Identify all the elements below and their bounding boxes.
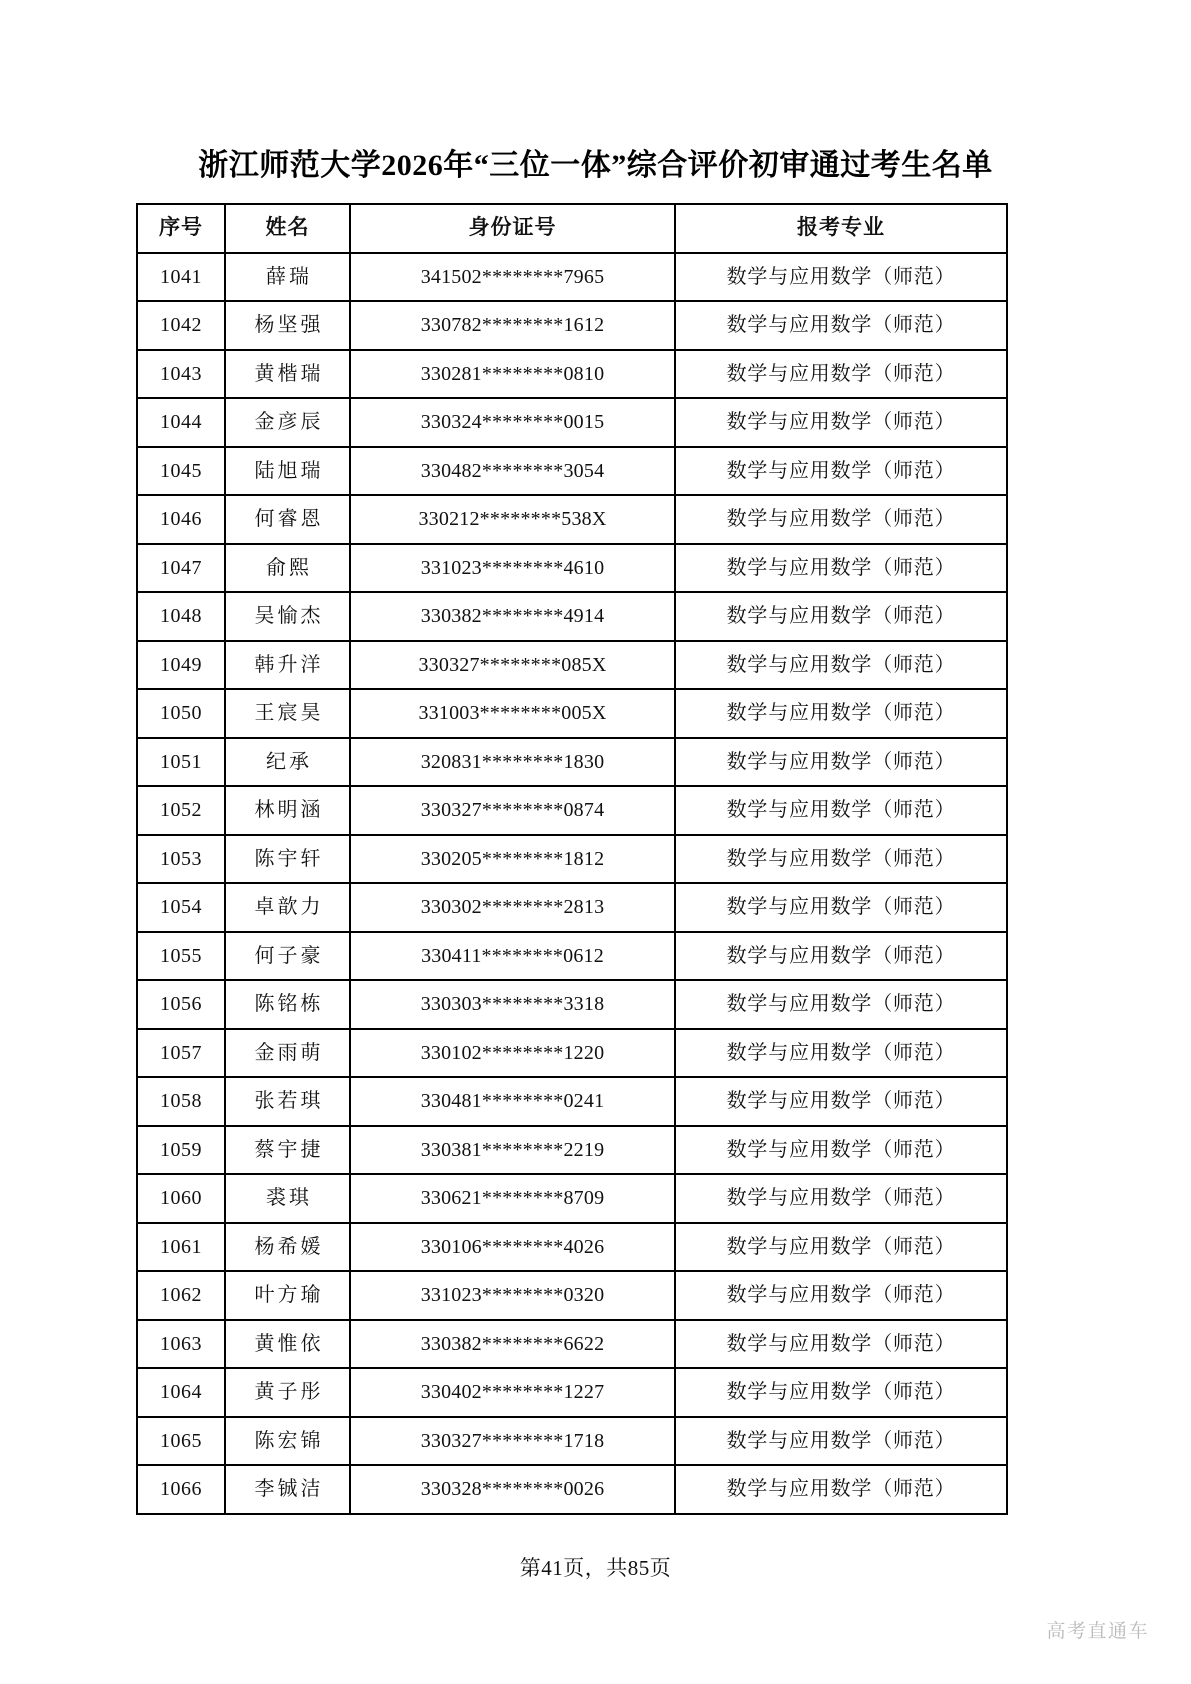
table-row — [137, 1320, 1007, 1369]
candidate-id-number: 330327********1718 — [350, 1417, 675, 1466]
candidate-major: 数学与应用数学（师范） — [675, 932, 1007, 981]
candidate-id-number: 330212********538X — [350, 495, 675, 544]
candidate-name: 纪承 — [225, 738, 350, 787]
candidate-id-number: 330382********6622 — [350, 1320, 675, 1369]
table-row — [137, 1126, 1007, 1175]
candidate-seq: 1049 — [137, 641, 225, 690]
candidate-seq: 1066 — [137, 1465, 225, 1514]
candidate-id-number: 330327********085X — [350, 641, 675, 690]
candidate-major: 数学与应用数学（师范） — [675, 495, 1007, 544]
candidate-seq: 1059 — [137, 1126, 225, 1175]
candidate-name: 韩升洋 — [225, 641, 350, 690]
candidate-id-number: 330328********0026 — [350, 1465, 675, 1514]
table-row — [137, 398, 1007, 447]
table-row — [137, 1029, 1007, 1078]
candidate-seq: 1044 — [137, 398, 225, 447]
table-row — [137, 1368, 1007, 1417]
table-row — [137, 835, 1007, 884]
candidate-name: 李铖洁 — [225, 1465, 350, 1514]
candidate-seq: 1043 — [137, 350, 225, 399]
candidate-id-number: 330411********0612 — [350, 932, 675, 981]
candidate-major: 数学与应用数学（师范） — [675, 641, 1007, 690]
candidate-name: 吴愉杰 — [225, 592, 350, 641]
candidate-name: 陈铭栋 — [225, 980, 350, 1029]
table-row — [137, 786, 1007, 835]
candidate-id-number: 330281********0810 — [350, 350, 675, 399]
candidate-id-number: 330402********1227 — [350, 1368, 675, 1417]
candidate-seq: 1064 — [137, 1368, 225, 1417]
candidate-seq: 1060 — [137, 1174, 225, 1223]
candidate-major: 数学与应用数学（师范） — [675, 592, 1007, 641]
candidate-major: 数学与应用数学（师范） — [675, 350, 1007, 399]
candidate-major: 数学与应用数学（师范） — [675, 1126, 1007, 1175]
candidate-name: 杨坚强 — [225, 301, 350, 350]
table-row — [137, 1174, 1007, 1223]
candidate-name: 陈宇轩 — [225, 835, 350, 884]
candidate-id-number: 330102********1220 — [350, 1029, 675, 1078]
table-row — [137, 932, 1007, 981]
candidate-seq: 1045 — [137, 447, 225, 496]
candidate-seq: 1042 — [137, 301, 225, 350]
roster-table-container — [136, 203, 1006, 1515]
watermark: 高考直通车 — [1046, 1621, 1149, 1642]
candidate-seq: 1052 — [137, 786, 225, 835]
table-header-row — [137, 204, 1007, 253]
table-row — [137, 641, 1007, 690]
candidate-name: 陆旭瑞 — [225, 447, 350, 496]
candidate-id-number: 330381********2219 — [350, 1126, 675, 1175]
candidate-id-number: 330327********0874 — [350, 786, 675, 835]
column-header-id: 身份证号 — [350, 204, 675, 253]
table-row — [137, 1465, 1007, 1514]
candidate-name: 叶方瑜 — [225, 1271, 350, 1320]
candidate-seq: 1046 — [137, 495, 225, 544]
candidate-id-number: 341502********7965 — [350, 253, 675, 302]
candidate-major: 数学与应用数学（师范） — [675, 398, 1007, 447]
candidate-major: 数学与应用数学（师范） — [675, 1174, 1007, 1223]
candidate-major: 数学与应用数学（师范） — [675, 301, 1007, 350]
candidate-id-number: 331023********0320 — [350, 1271, 675, 1320]
candidate-name: 张若琪 — [225, 1077, 350, 1126]
table-row — [137, 301, 1007, 350]
candidate-id-number: 330782********1612 — [350, 301, 675, 350]
table-body — [137, 253, 1007, 1514]
candidate-name: 黄惟依 — [225, 1320, 350, 1369]
table-row — [137, 883, 1007, 932]
candidate-id-number: 331003********005X — [350, 689, 675, 738]
roster-table — [136, 203, 1008, 1515]
table-row — [137, 495, 1007, 544]
candidate-major: 数学与应用数学（师范） — [675, 447, 1007, 496]
candidate-major: 数学与应用数学（师范） — [675, 544, 1007, 593]
candidate-id-number: 330621********8709 — [350, 1174, 675, 1223]
candidate-major: 数学与应用数学（师范） — [675, 1417, 1007, 1466]
candidate-major: 数学与应用数学（师范） — [675, 253, 1007, 302]
candidate-id-number: 330106********4026 — [350, 1223, 675, 1272]
candidate-seq: 1063 — [137, 1320, 225, 1369]
candidate-major: 数学与应用数学（师范） — [675, 1465, 1007, 1514]
candidate-name: 王宸昊 — [225, 689, 350, 738]
candidate-seq: 1061 — [137, 1223, 225, 1272]
table-row — [137, 253, 1007, 302]
candidate-major: 数学与应用数学（师范） — [675, 1368, 1007, 1417]
table-row — [137, 592, 1007, 641]
candidate-major: 数学与应用数学（师范） — [675, 980, 1007, 1029]
candidate-name: 杨希媛 — [225, 1223, 350, 1272]
candidate-major: 数学与应用数学（师范） — [675, 1077, 1007, 1126]
candidate-seq: 1050 — [137, 689, 225, 738]
table-row — [137, 1223, 1007, 1272]
candidate-seq: 1065 — [137, 1417, 225, 1466]
candidate-major: 数学与应用数学（师范） — [675, 835, 1007, 884]
candidate-name: 陈宏锦 — [225, 1417, 350, 1466]
column-header-major: 报考专业 — [675, 204, 1007, 253]
candidate-id-number: 330205********1812 — [350, 835, 675, 884]
candidate-id-number: 330481********0241 — [350, 1077, 675, 1126]
candidate-seq: 1057 — [137, 1029, 225, 1078]
table-header — [137, 204, 1007, 253]
candidate-id-number: 330382********4914 — [350, 592, 675, 641]
candidate-major: 数学与应用数学（师范） — [675, 1029, 1007, 1078]
candidate-seq: 1054 — [137, 883, 225, 932]
candidate-name: 黄楷瑞 — [225, 350, 350, 399]
column-header-name: 姓名 — [225, 204, 350, 253]
candidate-id-number: 330482********3054 — [350, 447, 675, 496]
candidate-name: 裘琪 — [225, 1174, 350, 1223]
candidate-name: 蔡宇捷 — [225, 1126, 350, 1175]
candidate-seq: 1053 — [137, 835, 225, 884]
candidate-seq: 1058 — [137, 1077, 225, 1126]
candidate-seq: 1047 — [137, 544, 225, 593]
table-row — [137, 350, 1007, 399]
table-row — [137, 980, 1007, 1029]
table-row — [137, 738, 1007, 787]
candidate-seq: 1051 — [137, 738, 225, 787]
candidate-name: 金彦辰 — [225, 398, 350, 447]
table-row — [137, 544, 1007, 593]
candidate-id-number: 320831********1830 — [350, 738, 675, 787]
candidate-major: 数学与应用数学（师范） — [675, 738, 1007, 787]
candidate-major: 数学与应用数学（师范） — [675, 883, 1007, 932]
candidate-seq: 1055 — [137, 932, 225, 981]
candidate-seq: 1048 — [137, 592, 225, 641]
page-footer: 第41页，共85页 — [519, 1556, 672, 1580]
candidate-major: 数学与应用数学（师范） — [675, 1271, 1007, 1320]
table-row — [137, 1417, 1007, 1466]
candidate-name: 林明涵 — [225, 786, 350, 835]
candidate-name: 俞熙 — [225, 544, 350, 593]
candidate-name: 卓歆力 — [225, 883, 350, 932]
candidate-name: 黄子彤 — [225, 1368, 350, 1417]
candidate-major: 数学与应用数学（师范） — [675, 786, 1007, 835]
candidate-name: 何子豪 — [225, 932, 350, 981]
page-title: 浙江师范大学2026年“三位一体”综合评价初审通过考生名单 — [198, 149, 993, 182]
candidate-id-number: 331023********4610 — [350, 544, 675, 593]
candidate-id-number: 330324********0015 — [350, 398, 675, 447]
candidate-major: 数学与应用数学（师范） — [675, 689, 1007, 738]
candidate-id-number: 330302********2813 — [350, 883, 675, 932]
table-row — [137, 689, 1007, 738]
table-row — [137, 447, 1007, 496]
column-header-seq: 序号 — [137, 204, 225, 253]
table-row — [137, 1077, 1007, 1126]
candidate-major: 数学与应用数学（师范） — [675, 1320, 1007, 1369]
candidate-seq: 1041 — [137, 253, 225, 302]
table-row — [137, 1271, 1007, 1320]
candidate-id-number: 330303********3318 — [350, 980, 675, 1029]
candidate-name: 金雨萌 — [225, 1029, 350, 1078]
candidate-seq: 1056 — [137, 980, 225, 1029]
candidate-seq: 1062 — [137, 1271, 225, 1320]
candidate-major: 数学与应用数学（师范） — [675, 1223, 1007, 1272]
candidate-name: 何睿恩 — [225, 495, 350, 544]
candidate-name: 薛瑞 — [225, 253, 350, 302]
